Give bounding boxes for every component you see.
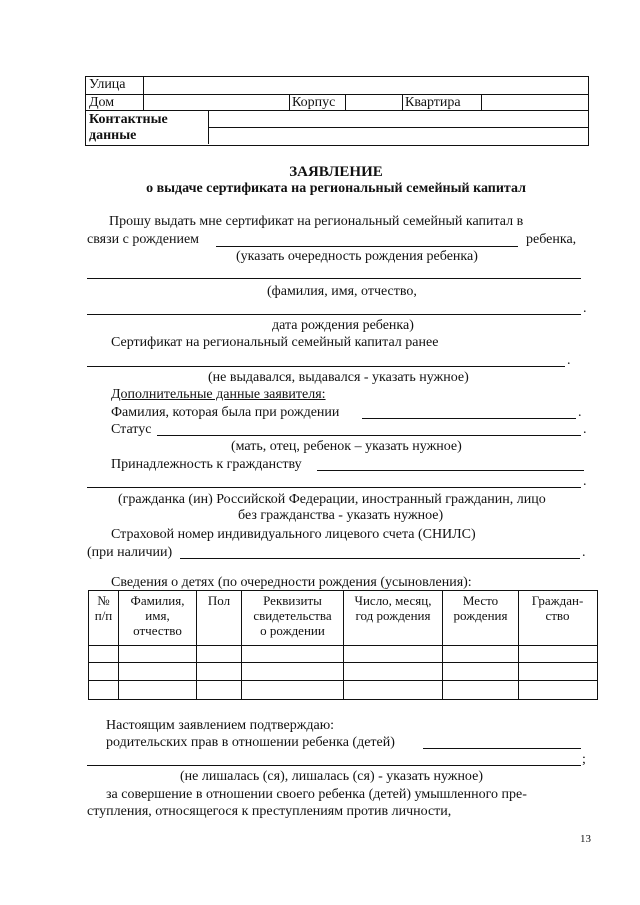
address-row-divider: [85, 110, 588, 111]
hint-status: (мать, отец, ребенок – указать нужное): [231, 439, 462, 454]
hint-birth-order: (указать очередность рождения ребенка): [236, 249, 478, 264]
page-number: 13: [580, 833, 591, 845]
contact-label: Контактные: [89, 112, 168, 127]
children-heading: Сведения о детях (по очередности рождения (усыновления):: [111, 575, 472, 590]
hint-birthdate: дата рождения ребенка): [272, 318, 414, 333]
table-header-number: № п/п: [94, 593, 113, 623]
crime-text: за совершение в отношении своего ребенка (детей) умышленного пре-: [106, 787, 527, 802]
confirm-heading: Настоящим заявлением подтверждаю:: [106, 718, 335, 733]
parental-rights-label: родительских прав в отношении ребенка (детей): [106, 735, 395, 750]
table-header-citizenship: Граждан- ство: [531, 593, 584, 623]
document-subtitle: о выдаче сертификата на региональный семейный капитал: [146, 181, 526, 196]
request-text: Прошу выдать мне сертификат на региональный семейный капитал в: [109, 214, 524, 229]
snils-label: (при наличии): [87, 545, 173, 560]
period: .: [583, 301, 587, 316]
street-label: Улица: [89, 77, 126, 92]
child-fio-field[interactable]: [87, 278, 581, 279]
citizenship-label: Принадлежность к гражданству: [111, 457, 302, 472]
table-row-divider: [88, 645, 597, 646]
address-col-divider: [143, 76, 144, 110]
cert-before-text: Сертификат на региональный семейный капитал ранее: [111, 335, 439, 350]
crime-text: ступления, относящегося к преступлениям против личности,: [87, 804, 452, 819]
table-header-sex: Пол: [207, 593, 231, 608]
semicolon: ;: [582, 752, 586, 767]
request-text: связи с рождением: [87, 232, 200, 247]
status-label: Статус: [111, 422, 152, 437]
document-title: ЗАЯВЛЕНИЕ: [289, 164, 383, 180]
hint-issued: (не выдавался, выдавался - указать нужное): [208, 370, 469, 385]
citizenship-field[interactable]: [317, 470, 584, 471]
snils-field[interactable]: [180, 558, 580, 559]
birth-surname-label: Фамилия, которая была при рождении: [111, 405, 340, 420]
snils-label: Страховой номер индивидуального лицевого счета (СНИЛС): [111, 527, 476, 542]
address-col-divider: [345, 94, 346, 110]
period: .: [583, 422, 587, 437]
hint-citizenship: (гражданка (ин) Российской Федерации, иностранный гражданин, лицо: [118, 492, 546, 507]
request-text: ребенка,: [526, 232, 577, 247]
address-col-divider: [402, 94, 403, 110]
building-label: Корпус: [292, 95, 336, 110]
period: .: [583, 474, 587, 489]
hint-fio: (фамилия, имя, отчество,: [267, 284, 417, 299]
table-row-divider: [88, 680, 597, 681]
parental-rights-field-2[interactable]: [87, 765, 581, 766]
birth-order-field[interactable]: [216, 246, 518, 247]
table-header-certificate: Реквизиты свидетельства о рождении: [253, 593, 332, 638]
address-col-divider: [481, 94, 482, 110]
contact-row-divider: [208, 127, 588, 128]
table-header-birthdate: Число, месяц, год рождения: [354, 593, 432, 623]
contact-label: данные: [89, 128, 137, 143]
apartment-label: Квартира: [405, 95, 461, 110]
period: .: [578, 405, 582, 420]
extra-data-heading: Дополнительные данные заявителя:: [111, 387, 326, 402]
parental-rights-field[interactable]: [423, 748, 581, 749]
birth-surname-field[interactable]: [362, 418, 576, 419]
cert-issued-field[interactable]: [87, 366, 565, 367]
address-col-divider: [289, 94, 290, 110]
table-row-divider: [88, 662, 597, 663]
period: .: [582, 545, 586, 560]
address-row-divider: [85, 94, 588, 95]
hint-deprived: (не лишалась (ся), лишалась (ся) - указать нужное): [180, 769, 483, 784]
table-header-birthplace: Место рождения: [453, 593, 508, 623]
hint-citizenship: без гражданства - указать нужное): [238, 508, 444, 523]
citizenship-field-2[interactable]: [87, 487, 581, 488]
house-label: Дом: [89, 95, 115, 110]
child-birthdate-field[interactable]: [87, 314, 581, 315]
period: .: [567, 353, 571, 368]
status-field[interactable]: [157, 435, 581, 436]
address-table: [85, 76, 589, 146]
table-header-fio: Фамилия, имя, отчество: [130, 593, 185, 638]
